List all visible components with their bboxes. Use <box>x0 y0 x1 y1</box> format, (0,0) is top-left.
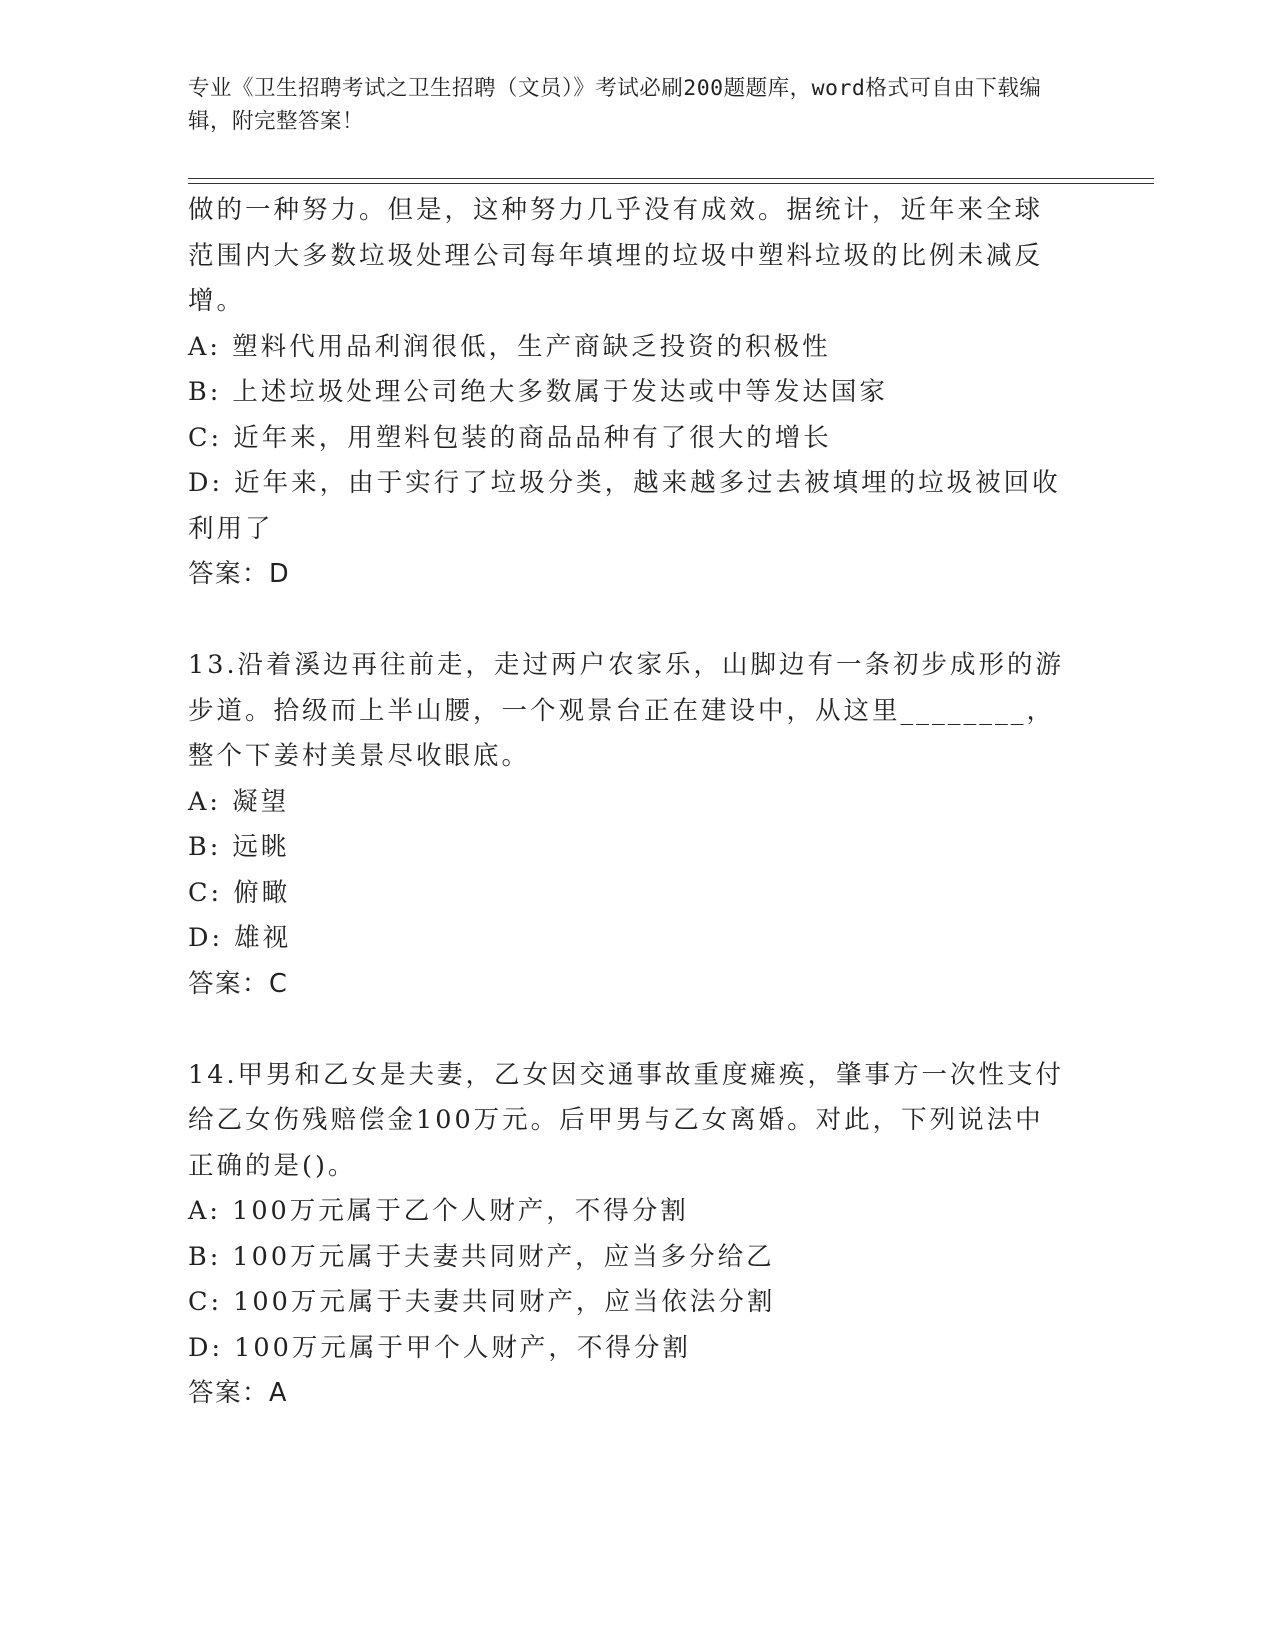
option-b: B: 100万元属于夫妻共同财产，应当多分给乙 <box>188 1241 775 1272</box>
question-13 <box>188 643 1088 1007</box>
answer-line: 答案：A <box>188 1378 288 1408</box>
option-b: B: 远眺 <box>188 832 290 862</box>
header-divider-top <box>188 178 1154 179</box>
header-divider-bottom <box>188 183 1154 184</box>
spacer <box>188 598 1088 644</box>
spacer <box>188 1007 1088 1053</box>
question-stem-line: 范围内大多数垃圾处理公司每年填埋的垃圾中塑料垃圾的比例未减反 <box>188 240 1044 271</box>
question-content <box>188 188 1088 1417</box>
answer-line: 答案：C <box>188 968 289 999</box>
page-header: 专业《卫生招聘考试之卫生招聘（文员）》考试必刷200题题库，word格式可自由下载编辑，附完整答案！ <box>188 76 1042 134</box>
option-a: A: 100万元属于乙个人财产，不得分割 <box>188 1196 689 1226</box>
answer-line: 答案：D <box>188 559 291 589</box>
option-c: C: 俯瞰 <box>188 877 291 908</box>
option-d: D: 100万元属于甲个人财产，不得分割 <box>188 1332 691 1363</box>
question-stem-line: 13.沿着溪边再往前走，走过两户农家乐，山脚边有一条初步成形的游 <box>188 650 1065 680</box>
question-stem-line: 整个下姜村美景尽收眼底。 <box>188 741 531 771</box>
question-stem-line: 步道。拾级而上半山腰，一个观景台正在建设中，从这里________， <box>188 695 1056 726</box>
question-12 <box>188 188 1088 598</box>
question-stem-line: 14.甲男和乙女是夫妻，乙女因交通事故重度瘫痪，肇事方一次性支付 <box>188 1059 1065 1090</box>
option-c: C: 100万元属于夫妻共同财产，应当依法分割 <box>188 1287 776 1317</box>
option-a: A: 凝望 <box>188 786 290 817</box>
question-14 <box>188 1053 1088 1417</box>
option-d-continued: 利用了 <box>188 513 274 544</box>
option-d: D: 雄视 <box>188 923 292 953</box>
option-d: D: 近年来，由于实行了垃圾分类，越来越多过去被填埋的垃圾被回收 <box>188 468 1061 498</box>
option-b: B: 上述垃圾处理公司绝大多数属于发达或中等发达国家 <box>188 377 888 407</box>
question-stem-line: 增。 <box>188 286 246 316</box>
option-a: A: 塑料代用品利润很低，生产商缺乏投资的积极性 <box>188 331 831 362</box>
option-c: C: 近年来，用塑料包装的商品品种有了很大的增长 <box>188 422 832 453</box>
question-stem-line: 给乙女伤残赔偿金100万元。后甲男与乙女离婚。对此，下列说法中 <box>188 1105 1044 1135</box>
question-stem-line: 做的一种努力。但是，这种努力几乎没有成效。据统计，近年来全球 <box>188 195 1044 225</box>
question-stem-line: 正确的是()。 <box>188 1150 357 1181</box>
